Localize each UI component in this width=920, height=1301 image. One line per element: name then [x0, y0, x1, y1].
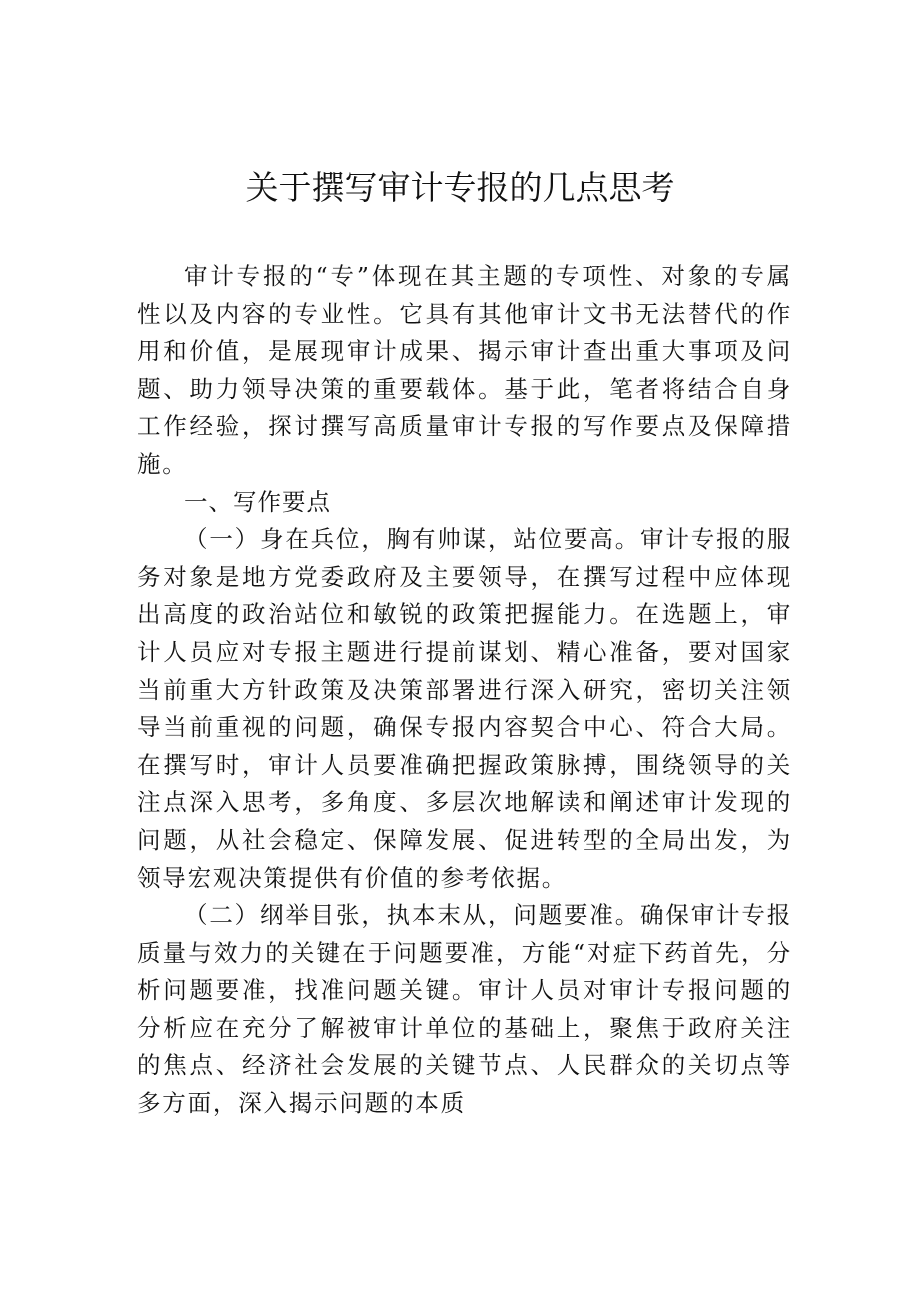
point-two-paragraph: （二）纲举目张，执本末从，问题要准。确保审计专报质量与效力的关键在于问题要准，方能“对症下药首先，分析问题要准，找准问题关键。审计人员对审计专报问题的分析应在充分了解被审计单位的基础上，聚焦于政府关注的焦点、经济社会发展的关键节点、人民群众的关切点等多方面，深入揭示问题的本质 [137, 901, 792, 1118]
document-body [137, 258, 792, 1123]
document-title: 关于撰写审计专报的几点思考 [245, 168, 675, 207]
intro-paragraph: 审计专报的“专”体现在其主题的专项性、对象的专属性以及内容的专业性。它具有其他审计文书无法替代的作用和价值，是展现审计成果、揭示审计查出重大事项及问题、助力领导决策的重要载体。基于此，笔者将结合自身工作经验，探讨撰写高质量审计专报的写作要点及保障措施。 [137, 262, 792, 478]
section-heading-writing-points: 一、写作要点 [184, 487, 331, 516]
point-one-paragraph: （一）身在兵位，胸有帅谋，站位要高。审计专报的服务对象是地方党委政府及主要领导，在撰写过程中应体现出高度的政治站位和敏锐的政策把握能力。在选题上，审计人员应对专报主题进行提前谋划、精心准备，要对国家当前重大方针政策及决策部署进行深入研究，密切关注领导当前重视的问题，确保专报内容契合中心、符合大局。在撰写时，审计人员要准确把握政策脉搏，围绕领导的关注点深入思考，多角度、多层次地解读和阐述审计发现的问题，从社会稳定、保障发展、促进转型的全局出发，为领导宏观决策提供有价值的参考依据。 [137, 525, 792, 892]
